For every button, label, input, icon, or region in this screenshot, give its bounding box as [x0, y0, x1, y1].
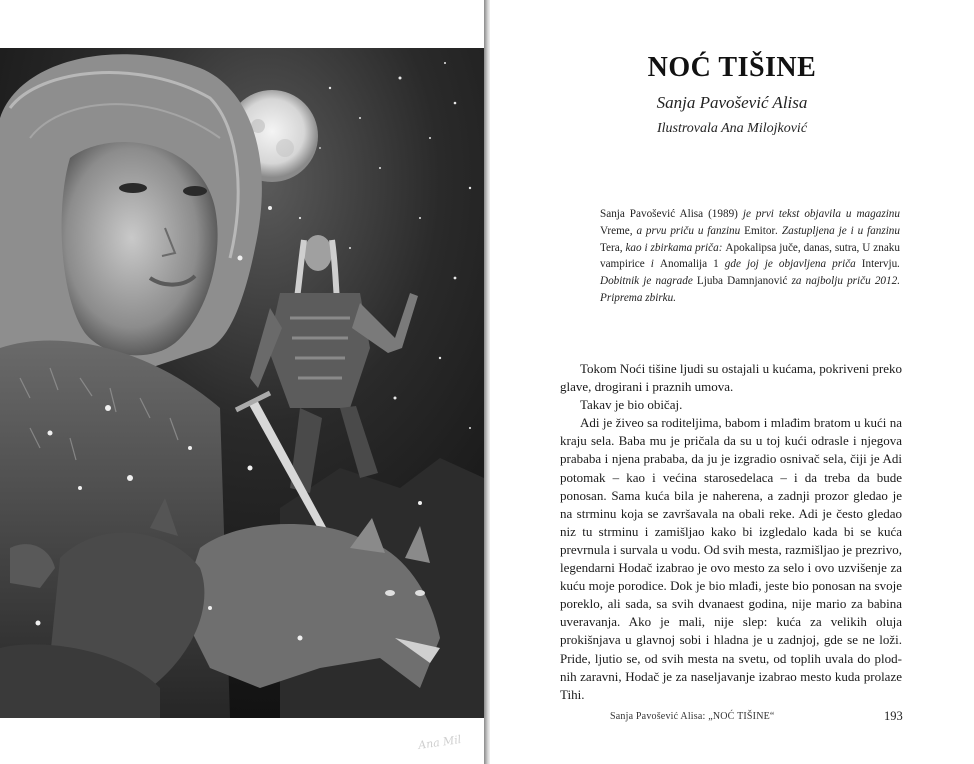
girl-left-eye — [119, 183, 147, 193]
bio-text: Tera — [600, 241, 620, 254]
story-body — [560, 360, 902, 704]
bio-text: Apokalipsa juče, danas, sutra, U znaku vampirice — [600, 241, 900, 271]
running-footer: Sanja Pavošević Alisa: „NOĆ TIŠINE“ — [610, 711, 775, 722]
bio-text: , a prvu priču u fanzinu — [629, 224, 745, 237]
bio-text: Sanja Pavošević Alisa (1989) — [600, 208, 743, 220]
illustration-drawing — [0, 48, 484, 718]
fantasy-illustration-image — [0, 48, 484, 752]
story-paragraph: Takav je bio običaj. — [580, 397, 683, 413]
page-number: 193 — [884, 709, 903, 723]
story-paragraph: Adi je živeo sa roditeljima, babom i mlađim bratom u kući na kraju sela. Baba mu je pričala da su u toj kući odrasle i njegova prababa i njena prababa, da ju je izgradio osnivač sela, čiji je Adi potomak – kao i većina starosedelaca – i da treba da bude ponosan. Sama kuća bila je naherena, a zadnji prozor gledao je na strminu koja se završavala na obali reke. Adi je često gledao niz tu strminu i zamišljao kako bi izgledalo kada bi se kuća prevrnula i survala u vodu. Od svih mesta, razmišljao je prezrivo, legendarni Hodač izabrao je ovo mesto za selo i ovo uzvišenje za kuću moje porodice. Dok je bio mlađi, jeste bio ponosan na svoje poreklo, ali sada, sa svih dvanaest godina, nije mario za babina uveravanja. Ako je mali, nije slep: kuća za velikih oluja prokišnjava u glavnoj sobi i hladna je u zadnjoj, gde se ne loži. Pride, ljutio se, od svih mesta na svetu, od toplih uvala do plodnih zaravni, Hodač je za naseljavanje izabrao mesto kuda prolaze Tihi. — [560, 415, 902, 702]
bio-text: Emitor — [744, 224, 776, 237]
artist-signature: Ana Mil — [417, 733, 463, 752]
bio-text: . Zastupljena je i u fanzinu — [775, 224, 900, 237]
chapter-title: NOĆ TIŠINE — [647, 52, 817, 83]
right-page — [490, 0, 974, 764]
author-name: Sanja Pavošević Alisa — [656, 93, 808, 112]
illustrator-credit: Ilustrovala Ana Milojković — [656, 121, 808, 136]
bio-text: i — [650, 258, 660, 271]
bio-text: gde joj je objavljena priča — [724, 258, 862, 271]
bio-text: za najbolju priču 2012. Priprema zbirku. — [600, 275, 900, 304]
bio-text: Intervju — [861, 258, 898, 271]
bio-text: je prvi tekst objavila u magazinu — [742, 208, 900, 220]
bio-text: Vreme — [600, 224, 630, 237]
bio-text: . Dobitnik je nagrade — [600, 258, 900, 288]
left-page — [0, 0, 484, 764]
bio-text: Ljuba Damnjanović — [696, 275, 792, 288]
story-paragraph: Tokom Noći tišine ljudi su ostajali u kućama, pokriveni preko glave, drogirani i praznih umova. — [560, 361, 902, 395]
bio-text: , kao i zbirkama priča: — [619, 241, 726, 254]
bio-text: Anomalija 1 — [659, 258, 725, 271]
author-bio — [600, 206, 900, 307]
girl-right-eye — [183, 186, 207, 196]
